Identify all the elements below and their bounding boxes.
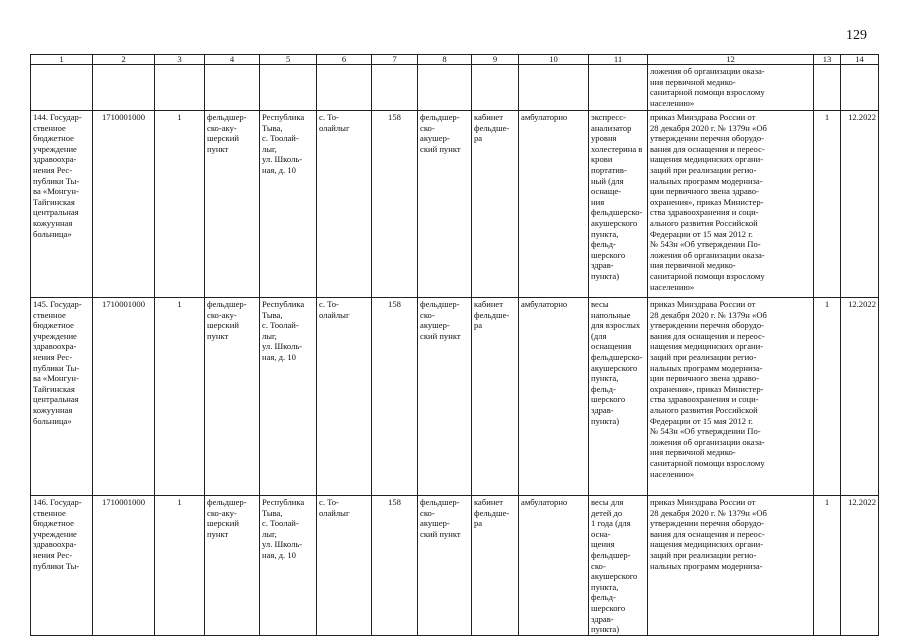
number-cell: 158 (372, 496, 418, 636)
unit-type-cell: фельдшер- ско-аку- шерский пункт (205, 496, 260, 636)
equipment-cell: экспресс- анализатор уровня холестерина в крови портатив- ный (для оснаще- ния фельдшерско- акушерского пункта, фельд- шерского здрав- пункта) (589, 111, 648, 298)
quantity-cell: 1 (155, 496, 205, 636)
cell (317, 65, 372, 111)
table-row (31, 298, 879, 496)
quantity-cell: 1 (155, 111, 205, 298)
address-cell: Республика Тыва, с. Тоолай- лыг, ул. Школь- ная, д. 10 (260, 496, 317, 636)
legal-basis-cell: приказ Минздрава России от 28 декабря 2020 г. № 1379н «Об утверждении перечня оборудо- вания для оснащения и переос- нащения медицинских органи- заций при реализации регио- нальных программ модерниза- ции первичного звена здраво- охранения», приказ Министер- ства здравоохранения и соци- ального развития Российской Федерации от 15 мая 2012 г. № 543н «Об утверждении По- ложения об организации оказа- ния первичной медико- санитарной помощи взрослому населению» (648, 111, 814, 298)
column-number: 14 (841, 55, 879, 65)
unit-type-cell: фельдшер- ско-аку- шерский пункт (205, 111, 260, 298)
room-cell: кабинет фельдше- ра (472, 496, 519, 636)
column-number: 4 (205, 55, 260, 65)
column-number: 6 (317, 55, 372, 65)
column-number: 3 (155, 55, 205, 65)
oktmo-code-cell: 1710001000 (93, 298, 155, 496)
settlement-cell: с. То- олайлыг (317, 496, 372, 636)
column-number: 11 (589, 55, 648, 65)
oktmo-code-cell: 1710001000 (93, 111, 155, 298)
column-number: 13 (814, 55, 841, 65)
address-cell: Республика Тыва, с. Тоолай- лыг, ул. Школь- ная, д. 10 (260, 111, 317, 298)
cell (260, 65, 317, 111)
count-cell: 1 (814, 496, 841, 636)
settlement-cell: с. То- олайлыг (317, 111, 372, 298)
cell (93, 65, 155, 111)
column-number: 8 (418, 55, 472, 65)
settlement-cell: с. То- олайлыг (317, 298, 372, 496)
table-row (31, 496, 879, 636)
count-cell: 1 (814, 111, 841, 298)
care-conditions-cell: амбулаторно (519, 111, 589, 298)
cell (155, 65, 205, 111)
column-number: 9 (472, 55, 519, 65)
column-number-row (31, 55, 879, 65)
equipment-cell: весы напольные для взрослых (для оснащения фельдшерско- акушерского пункта, фельд- шерского здрав- пункта) (589, 298, 648, 496)
cell (472, 65, 519, 111)
care-conditions-cell: амбулаторно (519, 496, 589, 636)
oktmo-code-cell: 1710001000 (93, 496, 155, 636)
document-table (30, 54, 879, 636)
care-conditions-cell: амбулаторно (519, 298, 589, 496)
address-cell: Республика Тыва, с. Тоолай- лыг, ул. Школь- ная, д. 10 (260, 298, 317, 496)
organization-cell: 146. Государ- ственное бюджетное учреждение здравоохра- нения Рес- публики Ты- (31, 496, 93, 636)
subdivision-cell: фельдшер- ско- акушер- ский пункт (418, 496, 472, 636)
column-number: 12 (648, 55, 814, 65)
legal-basis-cell: приказ Минздрава России от 28 декабря 2020 г. № 1379н «Об утверждении перечня оборудо- вания для оснащения и переос- нащения медицинских органи- заций при реализации регио- нальных программ модерниза- (648, 496, 814, 636)
cell (372, 65, 418, 111)
cell (418, 65, 472, 111)
equipment-cell: весы для детей до 1 года (для осна- щения фельдшер- ско-акушерского пункта, фельд- шерского здрав- пункта) (589, 496, 648, 636)
cell (841, 65, 879, 111)
page-number: 129 (846, 28, 867, 43)
date-cell: 12.2022 (841, 298, 879, 496)
cell (31, 65, 93, 111)
room-cell: кабинет фельдше- ра (472, 298, 519, 496)
legal-basis-cell: приказ Минздрава России от 28 декабря 2020 г. № 1379н «Об утверждении перечня оборудо- вания для оснащения и переос- нащения медицинских органи- заций при реализации регио- нальных программ модерниза- ции первичного звена здраво- охранения», приказ Министер- ства здравоохранения и соци- ального развития Российской Федерации от 15 мая 2012 г. № 543н «Об утверждении По- ложения об организации оказа- ния первичной медико- санитарной помощи взрослому населению» (648, 298, 814, 496)
count-cell: 1 (814, 298, 841, 496)
cell (589, 65, 648, 111)
cell (519, 65, 589, 111)
column-number: 5 (260, 55, 317, 65)
room-cell: кабинет фельдше- ра (472, 111, 519, 298)
continuation-row (31, 65, 879, 111)
subdivision-cell: фельдшер- ско- акушер- ский пункт (418, 298, 472, 496)
column-number: 10 (519, 55, 589, 65)
column-number: 1 (31, 55, 93, 65)
legal-basis-cell: ложения об организации оказа- ния первичной медико- санитарной помощи взрослому населению» (648, 65, 814, 111)
subdivision-cell: фельдшер- ско- акушер- ский пункт (418, 111, 472, 298)
column-number: 7 (372, 55, 418, 65)
number-cell: 158 (372, 298, 418, 496)
number-cell: 158 (372, 111, 418, 298)
cell (205, 65, 260, 111)
date-cell: 12.2022 (841, 111, 879, 298)
organization-cell: 145. Государ- ственное бюджетное учреждение здравоохра- нения Рес- публики Ты- ва «Монгун- Тайгинская центральная кожуунная больница» (31, 298, 93, 496)
organization-cell: 144. Государ- ственное бюджетное учреждение здравоохра- нения Рес- публики Ты- ва «Монгун- Тайгинская центральная кожуунная больница» (31, 111, 93, 298)
date-cell: 12.2022 (841, 496, 879, 636)
column-number: 2 (93, 55, 155, 65)
cell (814, 65, 841, 111)
table-row (31, 111, 879, 298)
quantity-cell: 1 (155, 298, 205, 496)
unit-type-cell: фельдшер- ско-аку- шерский пункт (205, 298, 260, 496)
